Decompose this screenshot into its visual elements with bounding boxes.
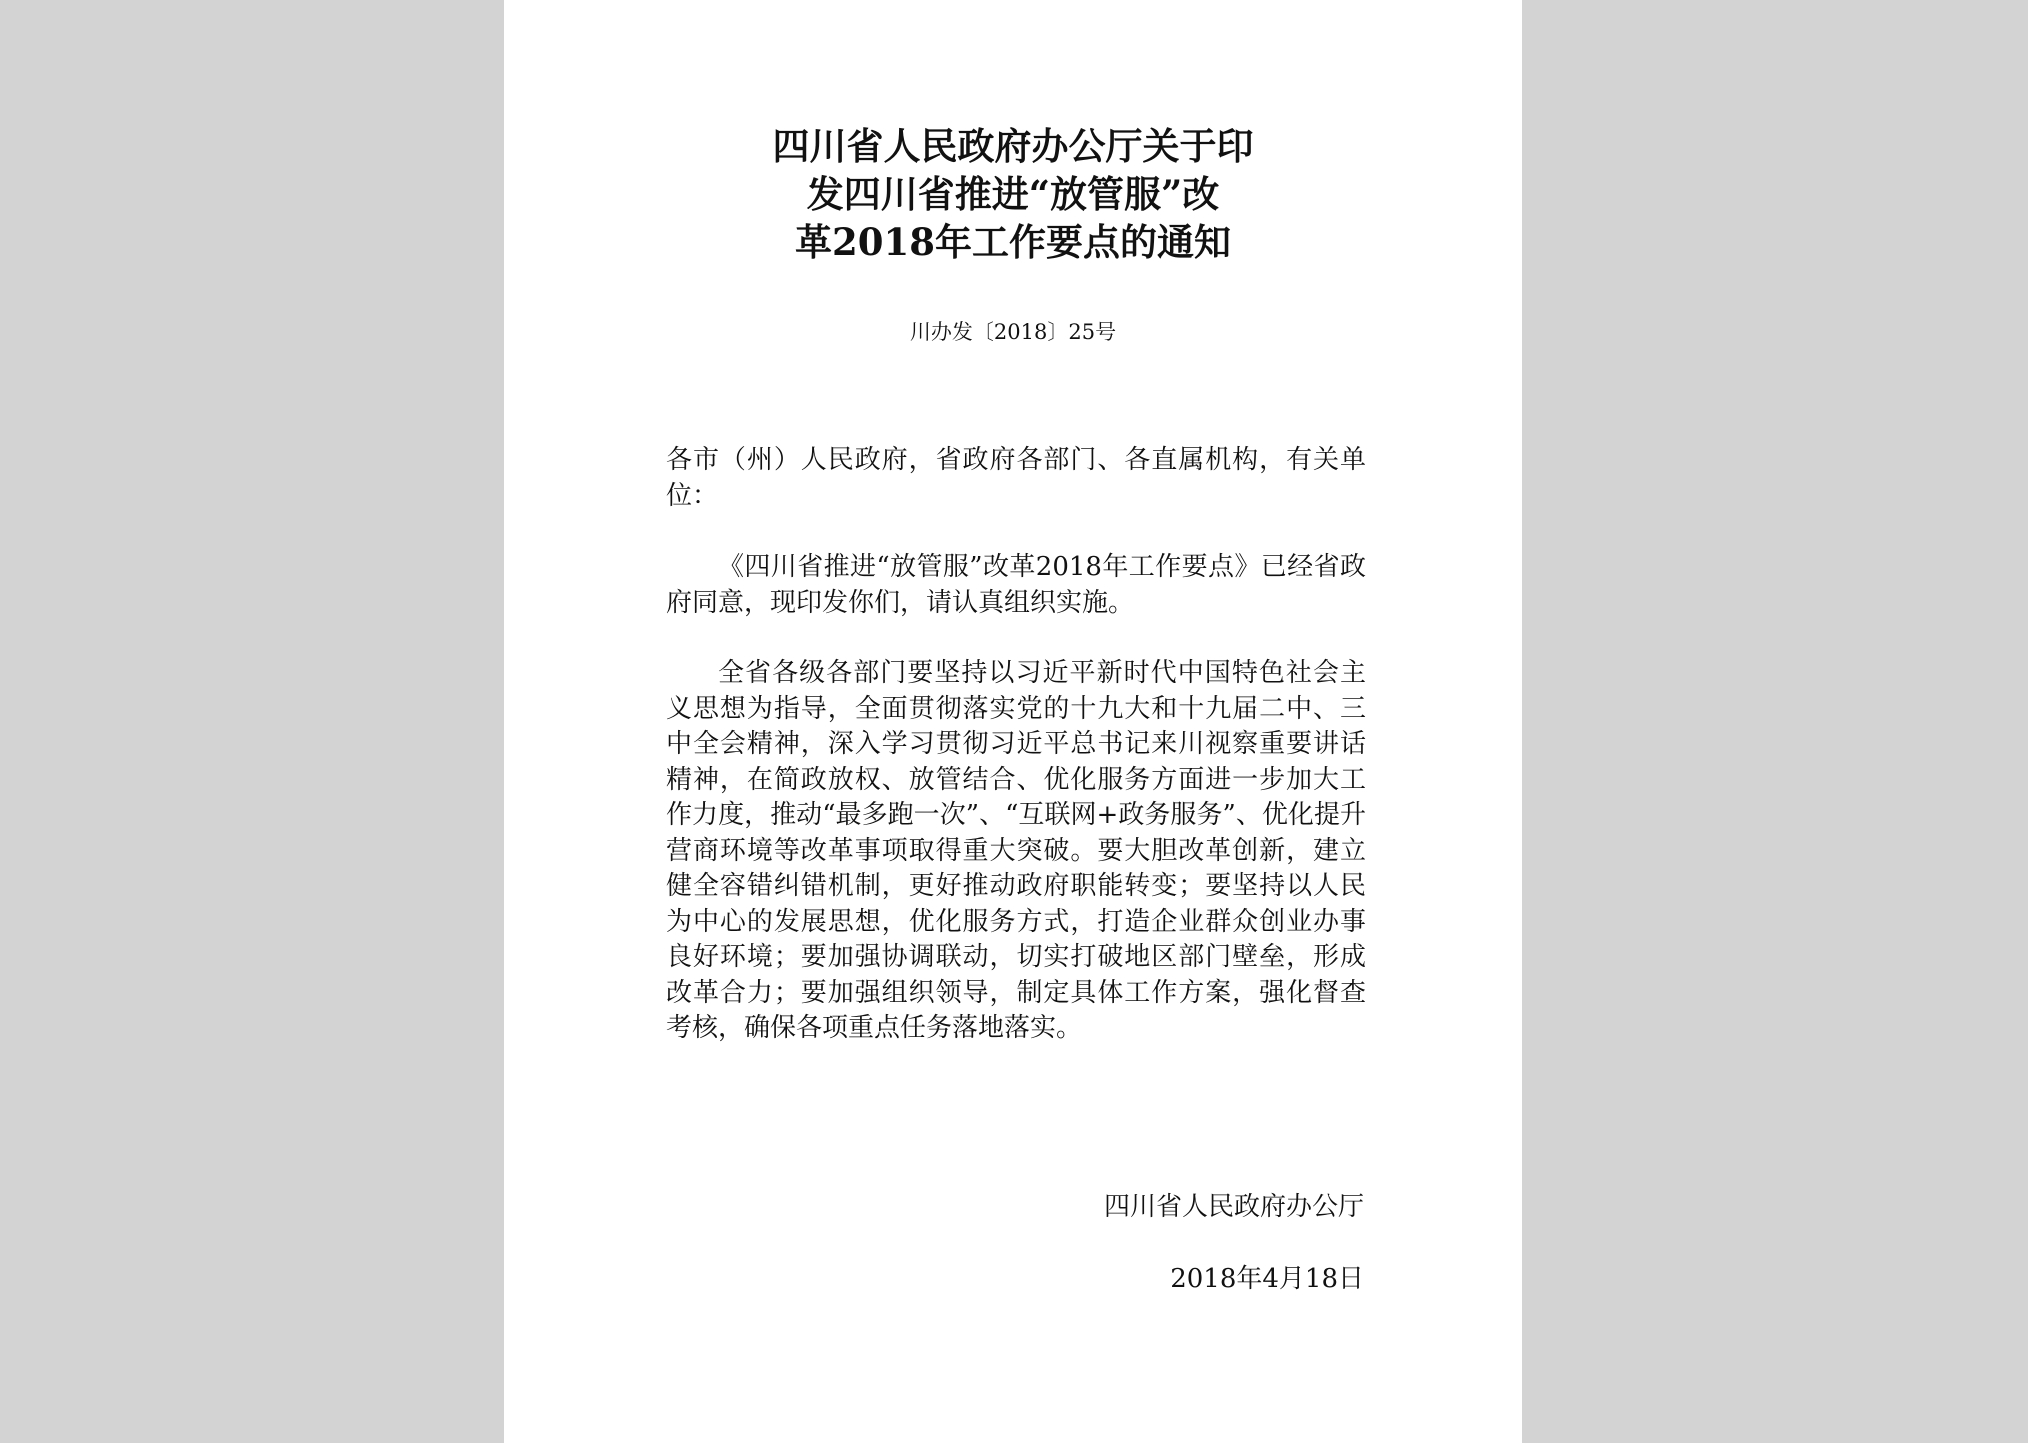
- issue-date: 2018年4月18日: [1170, 1264, 1364, 1294]
- document-number: 川办发〔2018〕25号: [909, 320, 1117, 344]
- paragraph-1: 《四川省推进“放管服”改革2018年工作要点》已经省政府同意，现印发你们，请认真组织实施。: [666, 552, 1366, 618]
- paragraph-2: 全省各级各部门要坚持以习近平新时代中国特色社会主义思想为指导，全面贯彻落实党的十九大和十九届二中、三中全会精神，深入学习贯彻习近平总书记来川视察重要讲话精神，在简政放权、放管结合、优化服务方面进一步加大工作力度，推动“最多跑一次”、“互联网+政务服务”、优化提升营商环境等改革事项取得重大突破。要大胆改革创新，建立健全容错纠错机制，更好推动政府职能转变；要坚持以人民为中心的发展思想，优化服务方式，打造企业群众创业办事良好环境；要加强协调联动，切实打破地区部门壁垒，形成改革合力；要加强组织领导，制定具体工作方案，强化督查考核，确保各项重点任务落地落实。: [666, 658, 1366, 1043]
- title-line-3: 革2018年工作要点的通知: [795, 220, 1231, 264]
- document-page: [504, 0, 1522, 1443]
- title-line-1: 四川省人民政府办公厅关于印: [772, 124, 1254, 168]
- document-title: [504, 122, 1522, 266]
- issuing-authority: 四川省人民政府办公厅: [1103, 1192, 1364, 1222]
- salutation: 各市（州）人民政府，省政府各部门、各直属机构，有关单位：: [666, 445, 1366, 511]
- title-line-2: 发四川省推进“放管服”改: [806, 172, 1220, 216]
